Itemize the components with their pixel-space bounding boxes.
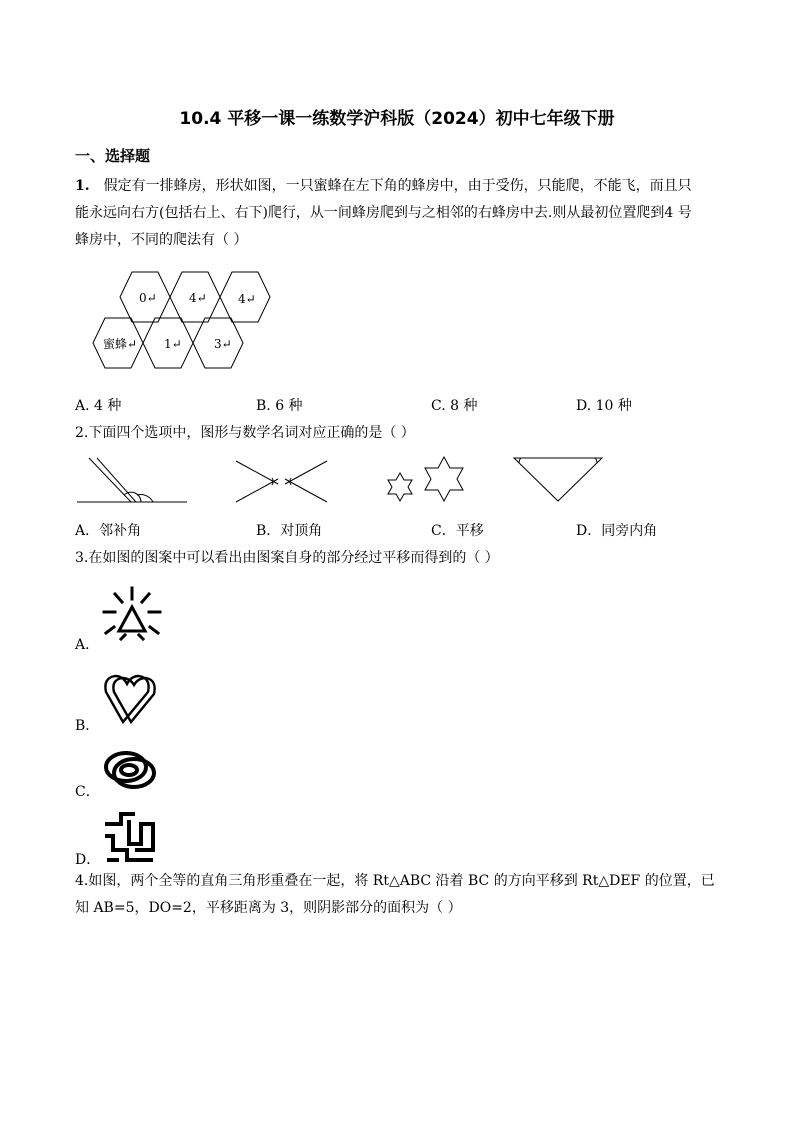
cell-label-1: 1↵	[164, 337, 182, 351]
cell-label-3: 3↵	[214, 337, 232, 351]
cell-label-2: 4↵	[189, 291, 207, 305]
spiral-rings-pattern-icon	[101, 747, 161, 793]
adjacent-supplementary-angle-figure	[75, 455, 190, 507]
cell-label-4-text: 4↵	[238, 292, 256, 306]
question-2: 2.下面四个选项中，图形与数学名词对应正确的是（ ）	[75, 425, 415, 441]
q2-option-b[interactable]: B．对顶角	[256, 523, 323, 539]
page-title: 10.4 平移一课一练数学沪科版（2024）初中七年级下册	[179, 109, 615, 129]
question-1-line-3: 蜂房中，不同的爬法有（ ）	[75, 232, 248, 248]
q1-option-a[interactable]: A. 4 种	[75, 398, 122, 414]
q2-option-c[interactable]: C．平移	[431, 523, 484, 539]
q3-option-a[interactable]: A．	[75, 637, 100, 653]
q2-option-a[interactable]: A．邻补角	[75, 523, 142, 539]
q3-option-c[interactable]: C．	[75, 784, 100, 800]
q1-option-c[interactable]: C. 8 种	[431, 398, 478, 414]
q2-option-d[interactable]: D．同旁内角	[576, 523, 658, 539]
vertical-angle-figure	[234, 457, 329, 505]
question-4-line-1: 4.如图，两个全等的直角三角形重叠在一起，将 Rt△ABC 沿着 BC 的方向平移到 Rt△DEF 的位置，已	[75, 873, 715, 889]
interlocking-pattern-icon	[101, 810, 157, 864]
question-4-line-2: 知 AB=5，DO=2，平移距离为 3，则阴影部分的面积为（ ）	[75, 900, 462, 916]
question-1-number: 1.	[75, 178, 90, 194]
question-3: 3.在如图的图案中可以看出由图案自身的部分经过平移而得到的（ ）	[75, 550, 499, 566]
honeycomb-figure	[88, 268, 283, 378]
q3-option-b[interactable]: B．	[75, 718, 100, 734]
sun-triangle-pattern-icon	[101, 585, 163, 643]
q3-option-d[interactable]: D．	[75, 852, 101, 868]
co-interior-angle-figure	[512, 455, 604, 505]
cell-label-bee: 蜜蜂↵	[103, 337, 138, 351]
q1-option-b[interactable]: B. 6 种	[256, 398, 303, 414]
q1-option-d[interactable]: D. 10 种	[576, 398, 632, 414]
question-4	[75, 868, 735, 922]
section-heading: 一、选择题	[75, 147, 151, 165]
question-1	[75, 173, 725, 254]
double-heart-pattern-icon	[101, 670, 161, 726]
question-1-line-1: 1. 假定有一排蜂房，形状如图，一只蜜蜂在左下角的蜂房中，由于受伤，只能爬，不能飞，而且只	[75, 178, 692, 194]
question-1-line-2: 能永远向右方(包括右上、右下)爬行，从一间蜂房爬到与之相邻的右蜂房中去.则从最初位置爬到4 号	[75, 205, 692, 221]
cell-label-0: 0↵	[139, 291, 157, 305]
star-translation-figure	[383, 455, 468, 507]
